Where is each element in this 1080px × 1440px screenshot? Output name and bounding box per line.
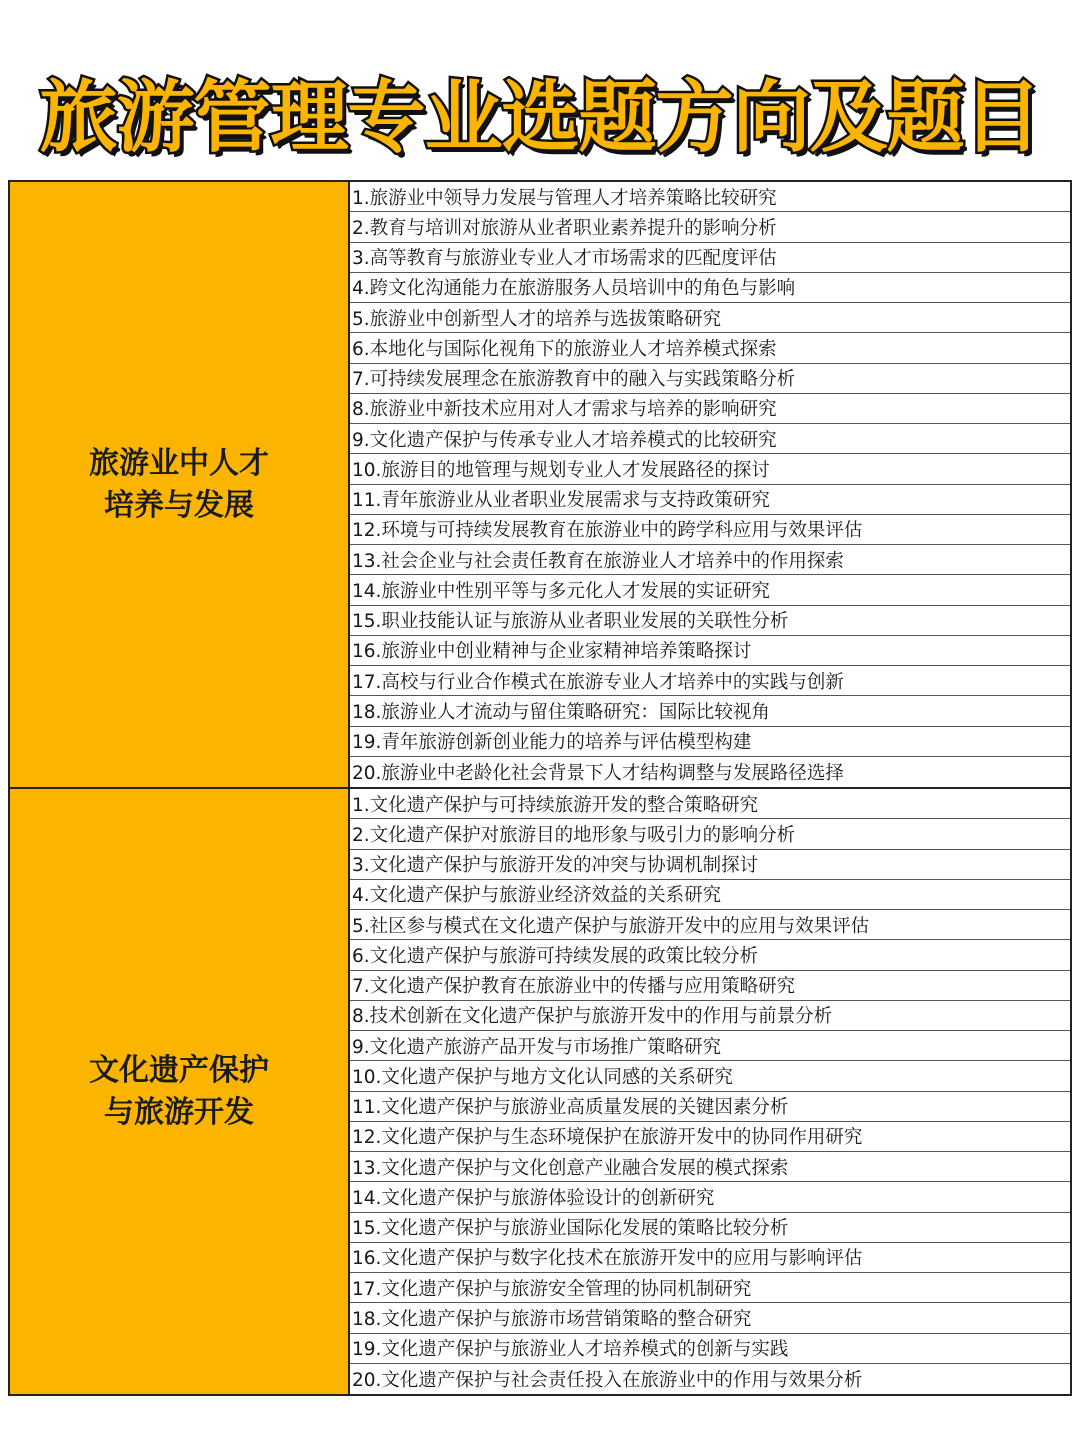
topic-row: 8.旅游业中新技术应用对人才需求与培养的影响研究 [350, 394, 1070, 424]
topic-row: 1.旅游业中领导力发展与管理人才培养策略比较研究 [350, 182, 1070, 212]
topic-row: 19.青年旅游创新创业能力的培养与评估模型构建 [350, 727, 1070, 757]
topic-group [8, 182, 1072, 787]
topic-row: 10.旅游目的地管理与规划专业人才发展路径的探讨 [350, 454, 1070, 484]
topic-row: 7.文化遗产保护教育在旅游业中的传播与应用策略研究 [350, 971, 1070, 1001]
category-label-line: 文化遗产保护 [89, 1052, 269, 1088]
topic-row: 14.旅游业中性别平等与多元化人才发展的实证研究 [350, 575, 1070, 605]
topic-row: 11.文化遗产保护与旅游业高质量发展的关键因素分析 [350, 1092, 1070, 1122]
topic-row: 16.旅游业中创业精神与企业家精神培养策略探讨 [350, 636, 1070, 666]
topic-row: 14.文化遗产保护与旅游体验设计的创新研究 [350, 1182, 1070, 1212]
category-cell [10, 182, 350, 787]
category-label [69, 1050, 289, 1134]
topic-row: 7.可持续发展理念在旅游教育中的融入与实践策略分析 [350, 364, 1070, 394]
topic-row: 4.跨文化沟通能力在旅游服务人员培训中的角色与影响 [350, 273, 1070, 303]
category-label-line: 旅游业中人才 [89, 445, 269, 481]
topic-list [350, 182, 1070, 787]
topic-row: 5.社区参与模式在文化遗产保护与旅游开发中的应用与效果评估 [350, 910, 1070, 940]
topic-row: 6.本地化与国际化视角下的旅游业人才培养模式探索 [350, 333, 1070, 363]
topic-row: 12.文化遗产保护与生态环境保护在旅游开发中的协同作用研究 [350, 1122, 1070, 1152]
topic-row: 15.文化遗产保护与旅游业国际化发展的策略比较分析 [350, 1213, 1070, 1243]
topic-row: 3.高等教育与旅游业专业人才市场需求的匹配度评估 [350, 243, 1070, 273]
topic-group [8, 787, 1072, 1394]
category-label-line: 与旅游开发 [104, 1094, 254, 1130]
topic-row: 11.青年旅游业从业者职业发展需求与支持政策研究 [350, 485, 1070, 515]
category-cell [10, 789, 350, 1394]
topic-row: 16.文化遗产保护与数字化技术在旅游开发中的应用与影响评估 [350, 1243, 1070, 1273]
topic-row: 5.旅游业中创新型人才的培养与选拔策略研究 [350, 303, 1070, 333]
topic-row: 2.文化遗产保护对旅游目的地形象与吸引力的影响分析 [350, 819, 1070, 849]
topic-row: 3.文化遗产保护与旅游开发的冲突与协调机制探讨 [350, 850, 1070, 880]
topic-row: 17.高校与行业合作模式在旅游专业人才培养中的实践与创新 [350, 666, 1070, 696]
topic-row: 2.教育与培训对旅游从业者职业素养提升的影响分析 [350, 212, 1070, 242]
topic-row: 8.技术创新在文化遗产保护与旅游开发中的作用与前景分析 [350, 1001, 1070, 1031]
topic-row: 18.旅游业人才流动与留住策略研究：国际比较视角 [350, 696, 1070, 726]
topic-row: 20.旅游业中老龄化社会背景下人才结构调整与发展路径选择 [352, 762, 844, 784]
topic-row: 4.文化遗产保护与旅游业经济效益的关系研究 [350, 880, 1070, 910]
topic-row: 10.文化遗产保护与地方文化认同感的关系研究 [350, 1061, 1070, 1091]
page-title: 旅游管理专业选题方向及题目 [39, 73, 1041, 163]
topic-row: 13.社会企业与社会责任教育在旅游业人才培养中的作用探索 [350, 545, 1070, 575]
topic-row: 19.文化遗产保护与旅游业人才培养模式的创新与实践 [350, 1334, 1070, 1364]
topics-table [8, 180, 1072, 1396]
topic-list [350, 789, 1070, 1394]
category-label-line: 培养与发展 [104, 487, 254, 523]
topic-row: 15.职业技能认证与旅游从业者职业发展的关联性分析 [350, 606, 1070, 636]
topic-row: 9.文化遗产旅游产品开发与市场推广策略研究 [350, 1031, 1070, 1061]
topic-row: 18.文化遗产保护与旅游市场营销策略的整合研究 [350, 1303, 1070, 1333]
category-label [69, 443, 289, 527]
topic-row: 17.文化遗产保护与旅游安全管理的协同机制研究 [350, 1273, 1070, 1303]
topic-row: 9.文化遗产保护与传承专业人才培养模式的比较研究 [350, 424, 1070, 454]
topic-row: 12.环境与可持续发展教育在旅游业中的跨学科应用与效果评估 [350, 515, 1070, 545]
page-title-banner [0, 56, 1080, 166]
topic-row: 13.文化遗产保护与文化创意产业融合发展的模式探索 [350, 1152, 1070, 1182]
topic-row: 6.文化遗产保护与旅游可持续发展的政策比较分析 [350, 940, 1070, 970]
topic-row: 1.文化遗产保护与可持续旅游开发的整合策略研究 [350, 789, 1070, 819]
topic-row: 20.文化遗产保护与社会责任投入在旅游业中的作用与效果分析 [352, 1369, 863, 1391]
